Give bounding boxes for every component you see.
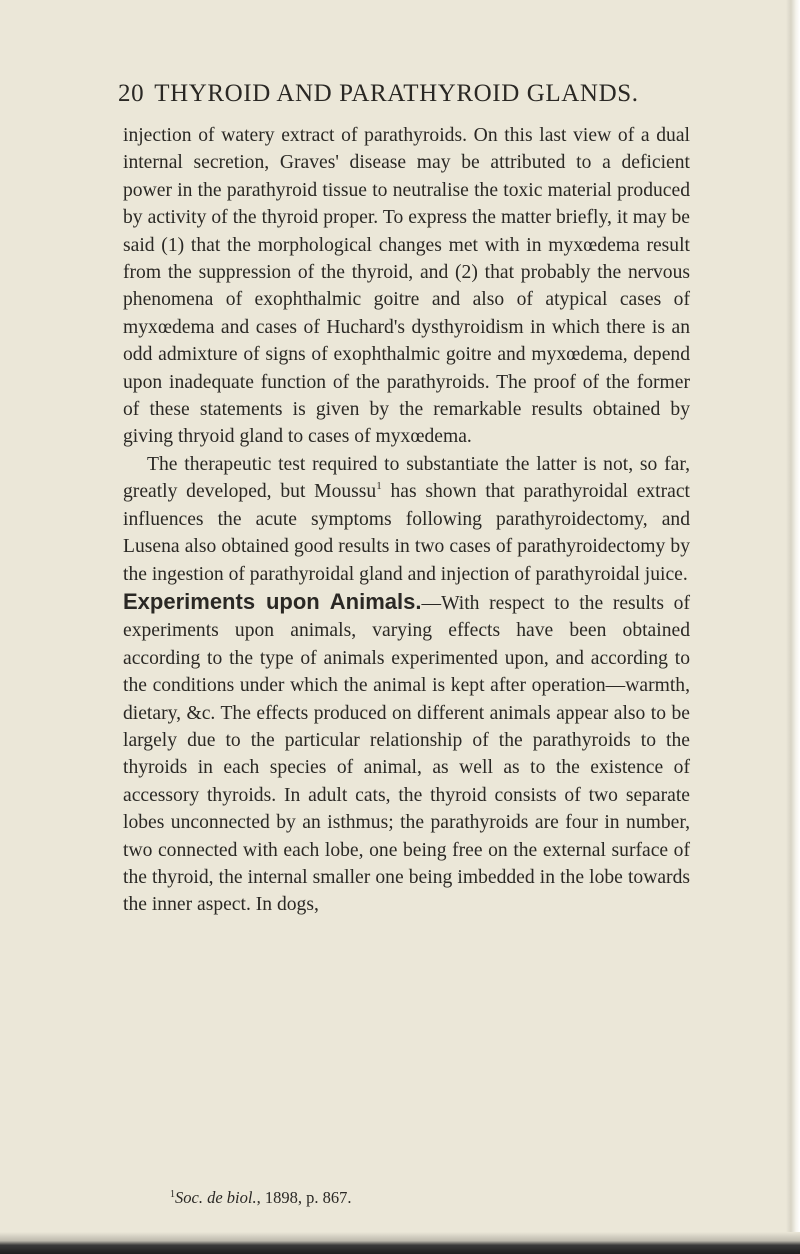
page-edge-bottom xyxy=(0,1232,800,1254)
paragraph-experiments xyxy=(123,588,690,919)
paragraph-continued: injection of watery extract of parathyroids. On this last view of a dual internal secretion, Graves' disease may be attributed to a deficient power in the parathyroid tissue to neutralise the toxic material produced by activity of the thyroid proper. To express the matter briefly, it may be said (1) that the morphological changes met with in myxœdema result from the suppression of the thyroid, and (2) that probably the nervous phenomena of exophthalmic goitre and also of atypical cases of myxœdema and cases of Huchard's dysthyroidism in which there is an odd admixture of signs of exophthalmic goitre and myxœdema, depend upon inadequate function of the parathyroids. The proof of the former of these statements is given by the remarkable results obtained by giving thryoid gland to cases of myxœdema. xyxy=(123,125,690,448)
footnote-journal: Soc. de biol. xyxy=(175,1188,257,1207)
body-text xyxy=(123,122,690,919)
footnote-citation: , 1898, p. 867. xyxy=(256,1188,352,1207)
footnote-reference: 1 xyxy=(376,480,382,493)
running-title: THYROID AND PARATHYROID GLANDS. xyxy=(154,80,639,107)
paragraph-therapeutic-test xyxy=(123,451,690,588)
paragraph-text: has shown that parathyroidal extract influences the acute symptoms following parathyroidectomy, and Lusena also obtained good results in two cases of parathyroidectomy by the ingestion of parathyroidal gland and injection of parathyroidal juice. xyxy=(123,481,690,585)
paragraph-text: —With respect to the results of experiments upon animals, varying effects have been obtained according to the type of animals experimented upon, and according to the conditions under which the animal is kept after operation—warmth, dietary, &c. The effects produced on different animals appear also to be largely due to the particular relationship of the parathyroids to the thyroids in each species of animal, as well as to the existence of accessory thyroids. In adult cats, the thyroid consists of two separate lobes unconnected by an isthmus; the parathyroids are four in number, two connected with each lobe, one being free on the external surface of the thyroid, the internal smaller one being imbedded in the lobe towards the inner aspect. In dogs, xyxy=(123,592,690,916)
page-number: 20 xyxy=(118,80,145,107)
section-heading: Experiments upon Animals. xyxy=(123,588,422,614)
paragraph-text: The therapeutic test required to substantiate the latter is not, so far, greatly developed, but Moussu xyxy=(123,453,690,503)
page-edge-right xyxy=(786,0,800,1254)
footnote-marker: 1 xyxy=(170,1189,175,1200)
running-header xyxy=(118,80,639,108)
footnote xyxy=(170,1188,351,1208)
